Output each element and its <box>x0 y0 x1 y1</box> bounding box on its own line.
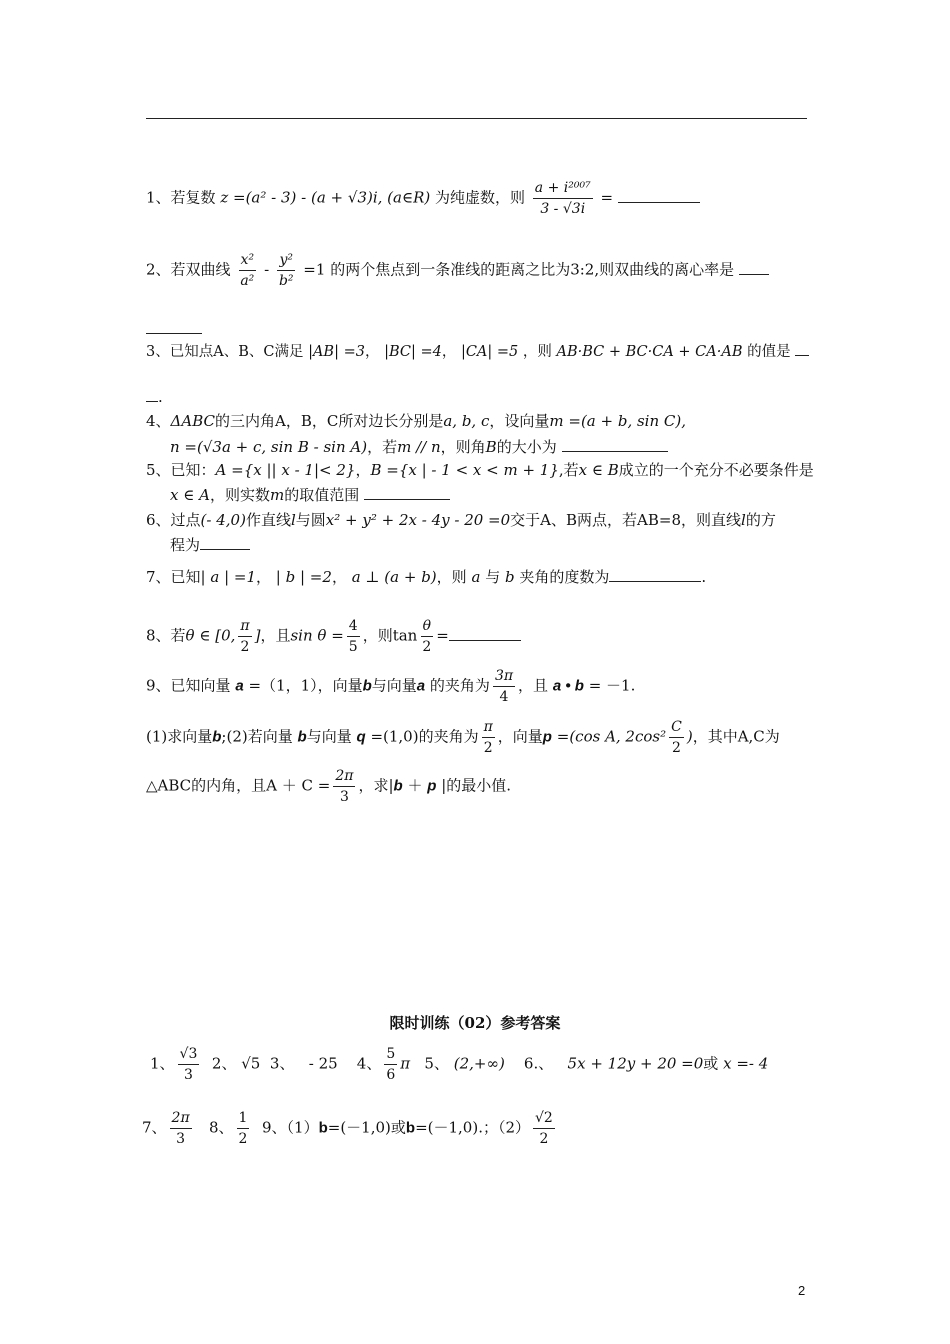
q9-line1-a: 9、已知向量 <box>146 676 231 695</box>
a4-den: 6 <box>386 1067 396 1084</box>
q4-angle-b: B <box>485 438 497 456</box>
q4-text-3: ，若 <box>367 438 398 456</box>
a6-val-1: 5x + 12y + 20 =0 <box>567 1054 704 1073</box>
q6-text-5: 程为 <box>170 536 201 554</box>
a9-num: √2 <box>533 1110 555 1129</box>
q5-m: m <box>269 486 285 504</box>
q8-four-fifths <box>347 618 360 655</box>
q9-vec-p-2: p <box>427 777 437 795</box>
q7-b: b <box>505 568 515 586</box>
q9-num: 3π <box>493 668 515 687</box>
q3-expr: AB·BC + BC·CA + CA·AB <box>556 344 743 360</box>
q7-a: a <box>471 568 481 586</box>
question-6-line-1 <box>146 513 776 528</box>
q9-dot: a • b <box>552 677 584 695</box>
q5-cond: x ∈ B <box>578 461 619 479</box>
question-9-line-2 <box>146 719 780 756</box>
q8-pi-over-2 <box>238 618 251 655</box>
q8-sin: sin θ = <box>290 626 344 645</box>
q9-with: 与向量 <box>371 676 417 695</box>
q9-text-7: |的最小值. <box>441 776 512 795</box>
q8-eq: = <box>436 626 449 645</box>
q9-den: 4 <box>499 689 509 706</box>
q9-vec-b-3: b <box>297 728 307 746</box>
question-9-line-3 <box>146 768 511 805</box>
q4-m-vector: m =(a + b, sin C), <box>549 412 687 430</box>
a7-den: 3 <box>176 1131 186 1148</box>
q9-num-2: 2π <box>333 768 355 787</box>
q7-answer-blank[interactable] <box>609 580 701 582</box>
q2-text: 的两个焦点到一条准线的距离之比为3:2,则双曲线的离心率是 <box>330 260 735 279</box>
q2-eq1: =1 <box>303 260 326 279</box>
page-number: 2 <box>798 1283 806 1298</box>
q5-set-a: A ={x || x - 1|< 2} <box>215 461 356 479</box>
answers-title: 限时训练（02）参考答案 <box>389 1014 561 1032</box>
q4-text-1: 的三内角A，B，C所对边长分别是 <box>215 412 444 430</box>
q9-pval: =(cos A, 2cos² <box>556 727 667 746</box>
q4-answer-blank[interactable] <box>562 450 668 452</box>
q2-frac1-num: x² <box>239 252 257 271</box>
q3-cond-1: |AB| =3 <box>308 344 365 360</box>
q2-minus: - <box>264 260 270 279</box>
q5-text-1: ,若 <box>558 461 579 479</box>
question-6-line-2 <box>170 538 250 553</box>
q9-pi: π <box>482 719 495 738</box>
question-2 <box>146 252 769 289</box>
q2-prefix: 2、若双曲线 <box>146 260 231 279</box>
q6-circle: x² + y² + 2x - 4y - 20 =0 <box>325 511 511 529</box>
q9-line3-a: △ABC的内角，且A ＋ C = <box>146 776 331 795</box>
q6-line-l: l <box>290 511 296 529</box>
q8-theta-half <box>420 618 433 655</box>
q9-two: 2 <box>483 740 493 757</box>
q4-text-2: ，设向量 <box>489 412 550 430</box>
q9-vec-q: q <box>356 728 366 746</box>
q1-frac-den: 3 - √3i <box>540 201 586 218</box>
answers-line-2 <box>142 1110 558 1147</box>
q4-n-vector: n =(√3a + c, sin B - sin A) <box>170 438 368 456</box>
a4-pi: π <box>400 1054 411 1073</box>
q9-two-2: 2 <box>672 740 681 757</box>
q9-vec-b: b <box>362 677 372 695</box>
q2-frac2-num: y² <box>277 252 295 271</box>
q9-c-over-2 <box>669 719 684 756</box>
q6-text-3: 交于A、B两点，若AB=8，则直线 <box>510 511 741 529</box>
a5-label: 5、 <box>424 1054 449 1073</box>
q8-pi: π <box>238 618 251 637</box>
q9-two-pi-over-3 <box>333 768 355 805</box>
q9-three-pi-over-4 <box>493 668 515 705</box>
q9-line2-a: (1)求向量 <box>146 727 213 746</box>
q9-c: C <box>669 719 684 738</box>
q5-cond-2: x ∈ A <box>170 486 210 504</box>
q9-vec-a: a <box>235 677 244 695</box>
q7-tail: . <box>701 568 707 586</box>
q5-text-2: 成立的一个充分不必要条件是 <box>618 461 814 479</box>
a2-label: 2、 <box>211 1054 237 1073</box>
q5-text-3: ，则实数 <box>209 486 270 504</box>
a1-label: 1、 <box>150 1054 175 1073</box>
q4-text-4: ，则角 <box>440 438 486 456</box>
a4-fraction <box>384 1046 397 1083</box>
a9-den: 2 <box>539 1131 549 1148</box>
q9-den-2: 3 <box>339 789 349 806</box>
q9-vec-b-4: b <box>393 777 403 795</box>
a8-fraction <box>237 1110 250 1147</box>
q2-frac1-den: a² <box>240 273 255 290</box>
q3-answer-blank[interactable] <box>795 354 809 356</box>
question-4-line-1 <box>146 414 686 429</box>
q4-prefix: 4、 <box>146 412 171 430</box>
q6-text-2: 与圆 <box>295 511 326 529</box>
question-5-line-1 <box>146 463 814 478</box>
a1-den: 3 <box>184 1067 193 1084</box>
q9-text-6: ，求| <box>358 776 394 795</box>
a9-text-2: =(－1,0).；（2） <box>415 1118 531 1137</box>
q8-four: 4 <box>347 618 360 637</box>
q6-line-l-2: l <box>741 511 746 529</box>
q5-prefix: 5、已知： <box>146 461 216 479</box>
q8-tan: tan <box>392 626 418 645</box>
q7-cond-3: a ⊥ (a + b) <box>351 568 437 586</box>
q2-fraction-2 <box>277 252 296 289</box>
q6-point: (- 4,0) <box>200 511 246 529</box>
q1-fraction <box>533 180 593 217</box>
a4-label: 4、 <box>356 1054 382 1073</box>
q9-text-3: = －1. <box>588 676 636 695</box>
a1-fraction <box>178 1046 200 1083</box>
q7-yu: 与 <box>485 568 501 586</box>
a2-val: √5 <box>241 1054 261 1073</box>
q3-cond-3: |CA| =5 <box>460 344 519 360</box>
q3-suffix: 的值是 <box>747 344 791 360</box>
q4-sides: a, b, c <box>443 412 490 430</box>
a8-label: 8、 <box>208 1118 234 1137</box>
q8-theta-range: θ ∈ [0, <box>185 626 236 645</box>
q8-two-2: 2 <box>422 639 432 656</box>
q8-text-1: ，且 <box>260 626 291 645</box>
q7-cond-1: | a | =1 <box>200 568 257 586</box>
a5-val: (2,+∞) <box>453 1054 505 1073</box>
q9-semi: ;(2)若向量 <box>221 727 293 746</box>
q8-two: 2 <box>240 639 250 656</box>
a6-or: 或 <box>703 1054 719 1073</box>
q4-parallel: m // n <box>397 438 441 456</box>
a7-num: 2π <box>170 1110 192 1129</box>
q9-with-2: 与向量 <box>306 727 352 746</box>
q2-frac2-den: b² <box>278 273 294 290</box>
a9-label: 9、（1） <box>261 1118 319 1137</box>
q9-pclose: ) <box>686 727 693 746</box>
q8-prefix: 8、若 <box>146 626 186 645</box>
a9-text-1: =(－1,0)或 <box>327 1118 406 1137</box>
q8-answer-blank[interactable] <box>449 639 521 641</box>
q9-eq1: =（1，1），向量 <box>248 676 363 695</box>
q3-prefix: 3、已知点A、B、C满足 <box>146 344 304 360</box>
a1-num: √3 <box>178 1046 200 1065</box>
a6-val-2: x =- 4 <box>723 1054 769 1073</box>
question-3: 3、已知点A、B、C满足 |AB| =3， |BC| =4， |CA| =5 ，则 AB·BC + BC·CA + CA·AB 的值是 <box>146 345 809 360</box>
question-1 <box>146 180 700 217</box>
q7-prefix: 7、已知 <box>146 568 201 586</box>
q3-answer-blank-2[interactable] <box>146 400 158 402</box>
question-8 <box>146 618 521 655</box>
a8-num: 1 <box>237 1110 250 1129</box>
a6-label: 6.、 <box>523 1054 554 1073</box>
q1-prefix: 1、若复数 <box>146 188 216 207</box>
header-rule <box>146 118 807 119</box>
q6-answer-blank[interactable] <box>200 548 250 550</box>
question-7: 7、已知| a | =1， | b | =2， a ⊥ (a + b)，则 a 与 b 夹角的度数为 . <box>146 568 707 586</box>
a8-den: 2 <box>238 1131 248 1148</box>
q8-text-2: ，则 <box>362 626 393 645</box>
a3-val: - 25 <box>308 1054 338 1073</box>
q3-mid: ，则 <box>522 344 552 360</box>
question-9-line-1 <box>146 668 635 705</box>
q2-answer-blank[interactable] <box>739 273 769 275</box>
q5-answer-blank[interactable] <box>364 498 450 500</box>
q1-eq: = <box>600 188 614 207</box>
q1-frac-num: a + i²⁰⁰⁷ <box>533 180 593 199</box>
answers-line-1 <box>150 1046 768 1083</box>
a9-b-1: b <box>318 1119 328 1137</box>
question-5-line-2 <box>170 488 450 503</box>
q9-plus: ＋ <box>407 776 423 795</box>
q6-text-4: 的方 <box>745 511 776 529</box>
q3-tail: . <box>158 388 163 406</box>
q3-tail-line <box>146 390 163 405</box>
q5-set-b: B ={x | - 1 < x < m + 1} <box>370 461 559 479</box>
q6-prefix: 6、过点 <box>146 511 201 529</box>
q1-formula: z =(a² - 3) - (a + √3)i, (a∈R) <box>220 188 431 207</box>
q9-text-1: 的夹角为 <box>429 676 490 695</box>
question-4-line-2 <box>170 440 668 455</box>
q8-th: θ <box>421 618 433 637</box>
q8-close: ] <box>254 626 261 645</box>
q9-text-5: ，其中A,C为 <box>692 727 780 746</box>
a7-label: 7、 <box>142 1118 167 1137</box>
a4-num: 5 <box>384 1046 397 1065</box>
q9-vec-b-2: b <box>212 728 222 746</box>
a7-fraction <box>170 1110 192 1147</box>
q4-triangle: ΔABC <box>170 412 215 430</box>
q5-text-4: 的取值范围 <box>284 486 360 504</box>
q2-answer-blank-cont <box>146 322 202 337</box>
q7-text-2: 夹角的度数为 <box>519 568 610 586</box>
q4-text-5: 的大小为 <box>496 438 557 456</box>
q9-pi-over-2 <box>482 719 495 756</box>
q6-text-1: 作直线 <box>245 511 291 529</box>
q2-fraction-1 <box>238 252 256 289</box>
q8-five: 5 <box>348 639 358 656</box>
q9-text-2: ，且 <box>518 676 549 695</box>
q3-cond-2: |BC| =4 <box>384 344 442 360</box>
a3-label: 3、 <box>269 1054 295 1073</box>
q7-text-1: ，则 <box>436 568 467 586</box>
q1-middle: 为纯虚数，则 <box>435 188 526 207</box>
q7-cond-2: | b | =2 <box>275 568 332 586</box>
q9-text-4: ，向量 <box>497 727 543 746</box>
q9-vec-a-2: a <box>416 677 426 695</box>
q2-answer-blank-2[interactable] <box>146 332 202 334</box>
a9-fraction <box>533 1110 555 1147</box>
q1-answer-blank[interactable] <box>618 201 700 203</box>
q5-comma: ， <box>355 461 371 479</box>
q9-vec-p: p <box>542 728 552 746</box>
a9-b-2: b <box>405 1119 416 1137</box>
q9-qval: =(1,0)的夹角为 <box>370 727 479 746</box>
